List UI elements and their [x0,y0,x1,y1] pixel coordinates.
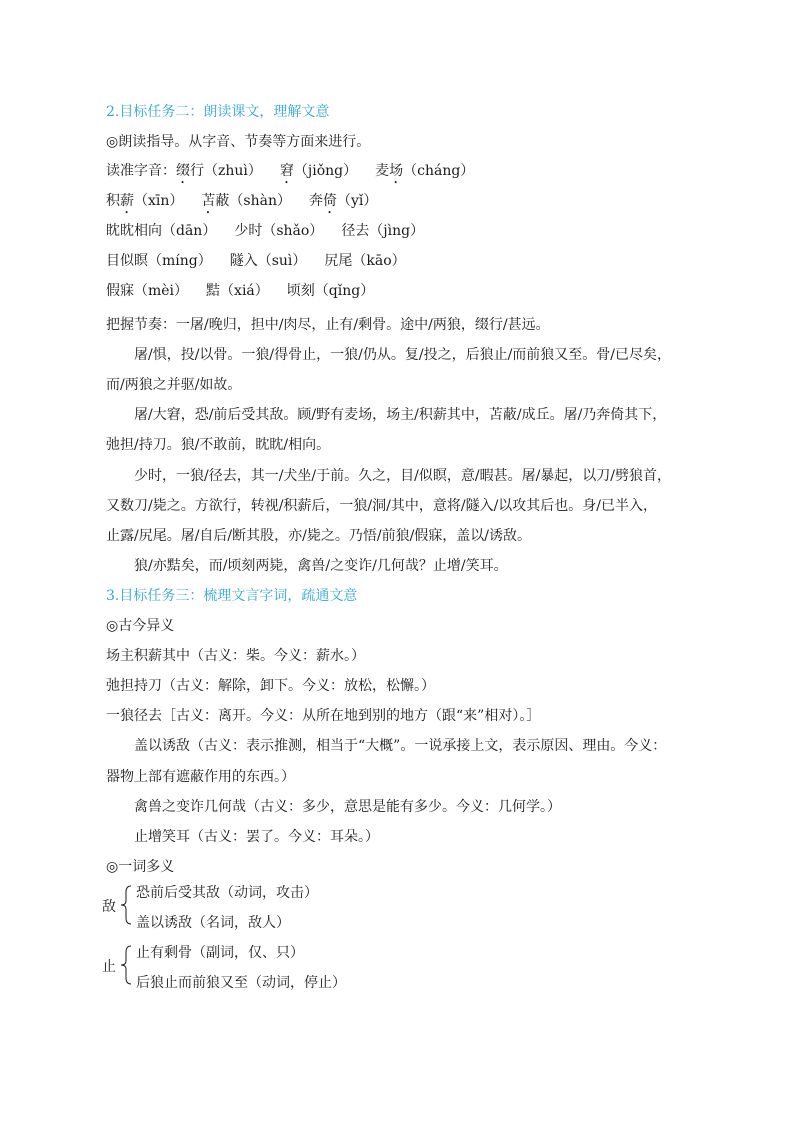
polysemy-item: 盖以诱敌（名词，敌人） [136,915,290,931]
pron-item: 顷刻（qǐng） [286,283,375,299]
pronunciation-line-4 [106,252,406,270]
pron-char: 奔 [308,193,323,209]
pron-item: 黠（xiá） [206,283,269,299]
pron-item: 尻尾（kāo） [324,253,406,269]
polysemy-item: 恐前后受其敌（动词，攻击） [136,885,318,901]
pron-char: 蔽 [215,193,230,209]
pronunciation-line-3 [106,222,424,240]
ancient-entry: 器物上部有遮蔽作用的东西。） [106,769,295,785]
ancient-modern-title: ◎古今异义 [106,618,175,634]
polysemy-item: 止有剩骨（副词，仅、只） [136,945,304,961]
pronunciation-line-2 [106,192,377,217]
ancient-entry: 弛担持刀（古义：解除，卸下。今义：放松，松懈。） [106,678,435,694]
polysemy-char: 敌 [102,899,116,915]
pron-char: 窘 [279,163,294,179]
pron-char: 麦 [375,163,390,179]
pron-text: 行（zhuì） [190,163,262,179]
pron-text: （yǐ） [336,193,378,209]
pron-item: 径去（jìng） [341,223,425,239]
pron-label: 读准字音： [106,163,176,179]
ancient-entry: 禽兽之变诈几何哉（古义：多少，意思是能有多少。今义：几何学。） [134,799,561,815]
rhythm-line: 屠/大窘，恐/前后受其敌。顾/野有麦场，场主/积薪其中，苫蔽/成丘。屠/乃奔倚其下， [134,407,667,423]
pron-char: 苫 [201,193,216,209]
ancient-entry: 场主积薪其中（古义：柴。今义：薪水。） [106,648,365,664]
brace-icon [120,944,130,986]
pronunciation-line-1 [106,162,474,187]
rhythm-line: 弛担/持刀。狼/不敢前，眈眈/相向。 [106,437,331,453]
brace-icon [120,884,130,926]
polysemy-item: 后狼止而前狼又至（动词，停止） [136,975,346,991]
pron-text: （jiǒng） [293,163,358,179]
rhythm-line: 狼/亦黠矣，而/顷刻两毙，禽兽/之变诈/几何哉？止增/笑耳。 [134,558,508,574]
ancient-entry: 盖以诱敌（古义：表示推测，相当于“大概”。一说承接上文，表示原因、理由。今义： [134,738,667,754]
rhythm-line: 而/两狼之并驱/如故。 [106,377,242,393]
rhythm-line: 屠/惧，投/以骨。一狼/得骨止，一狼/仍从。复/投之，后狼止/而前狼又至。骨/已尽矣， [134,347,672,363]
pron-text: （xīn） [134,193,184,209]
section-heading-task2: 2.目标任务二：朗读课文，理解文意 [106,104,330,120]
rhythm-line: 又数刀/毙之。方欲行，转视/积薪后，一狼/洞/其中，意将/隧入/以攻其后也。身/已半入， [106,498,658,514]
polysemy-title: ◎一词多义 [106,859,175,875]
rhythm-line: 止露/尻尾。屠/自后/断其股，亦/毙之。乃悟/前狼/假寐，盖以/诱敌。 [106,528,532,544]
pron-item: 少时（shǎo） [234,223,324,239]
pron-char: 薪 [120,193,134,209]
rhythm-line: 把握节奏：一屠/晚归，担中/肉尽，止有/剩骨。途中/两狼，缀行/甚远。 [106,317,550,333]
pron-text: （shàn） [229,193,291,209]
rhythm-line: 少时，一狼/径去，其一/犬坐/于前。久之，目/似瞑，意/暇甚。屠/暴起，以刀/劈狼首， [134,468,672,484]
pron-item: 眈眈相向（dān） [106,223,217,239]
pron-item: 目似瞑（míng） [106,253,212,269]
pron-text: （cháng） [403,163,475,179]
ancient-entry: 止增笑耳（古义：罢了。今义：耳朵。） [134,829,379,845]
pronunciation-line-5 [106,282,374,300]
pron-char: 场 [389,163,404,179]
pron-char: 缀 [176,163,190,179]
pron-char: 倚 [322,193,337,209]
ancient-entry: 一狼径去［古义：离开。今义：从所在地到别的地方（跟“来”相对）。］ [106,708,541,724]
polysemy-char: 止 [102,959,116,975]
pron-char: 积 [106,193,120,209]
reading-guide: ◎朗读指导。从字音、节奏等方面来进行。 [106,134,371,150]
pron-item: 假寐（mèi） [106,283,189,299]
pron-item: 隧入（suì） [229,253,307,269]
section-heading-task3: 3.目标任务三：梳理文言字词，疏通文意 [106,588,358,604]
